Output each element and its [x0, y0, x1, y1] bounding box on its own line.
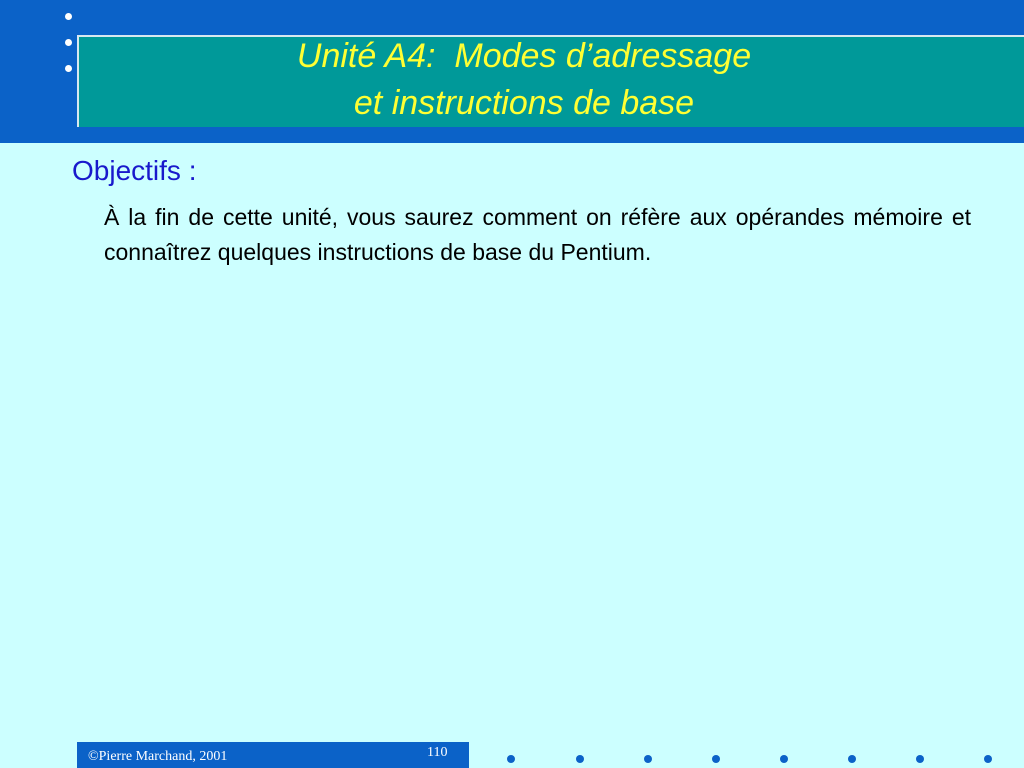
- slide-title-line-2: et instructions de base: [353, 84, 695, 122]
- decoration-dot: [65, 65, 72, 72]
- decoration-dot: [848, 755, 856, 763]
- decoration-dot: [65, 13, 72, 20]
- footer-copyright: ©Pierre Marchand, 2001: [88, 749, 228, 764]
- decoration-dot: [65, 39, 72, 46]
- decoration-dot: [916, 755, 924, 763]
- section-heading: Objectifs :: [72, 155, 197, 186]
- decoration-dot: [644, 755, 652, 763]
- decoration-dot: [984, 755, 992, 763]
- body-paragraph: À la fin de cette unité, vous saurez comment on réfère aux opérandes mémoire et connaîtrez quelques instructions de base du Pentium.: [104, 204, 971, 265]
- decoration-dot: [576, 755, 584, 763]
- slide-title-line-1: Unité A4: Modes d’adressage: [296, 37, 752, 75]
- decoration-dot: [780, 755, 788, 763]
- page-number: 110: [427, 745, 448, 760]
- title-box: [77, 35, 1024, 127]
- decoration-dot: [507, 755, 515, 763]
- decoration-dot: [712, 755, 720, 763]
